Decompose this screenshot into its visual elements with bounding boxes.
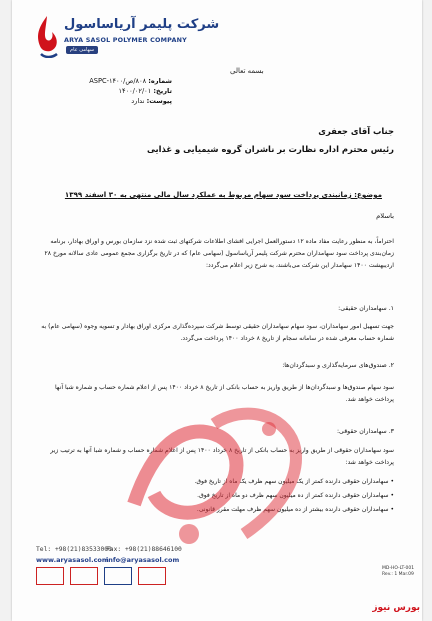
company-logo <box>32 14 220 60</box>
date-label: تاریخ: <box>153 87 172 95</box>
red-watermark-stamp <box>94 384 344 554</box>
section-text-natural: جهت تسهیل امور سهامداران، سود سهام سهامداران حقیقی توسط شرکت سپرده‌گذاری مرکزی اوراق بهادار و تسویه وجوه (سهامی عام) به شماره حساب معرفی شده در سامانه سجام از تاریخ ۸ خرداد ۱۴۰۰ پرداخت می‌گردد. <box>41 323 394 342</box>
section-heading-funds: ۲. صندوق‌های سرمایه‌گذاری و سبدگردان‌ها: <box>282 362 394 369</box>
safety-seal-icon <box>70 567 98 585</box>
section-text-funds: سود سهام صندوق‌ها و سبدگردان‌ها از طریق واریز به حساب بانکی از تاریخ ۸ خرداد ۱۴۰۰ پس از اعلام شماره حساب و شماره شبا آنها پرداخت خواهد شد. <box>54 384 394 403</box>
footer-email[interactable]: info@aryasasol.com <box>106 556 180 564</box>
letter-subject: موضوع: زمانبندی پرداخت سود سهام مربوط به عملکرد سال مالی منتهی به ۳۰ اسفند ۱۳۹۹ <box>64 190 382 199</box>
list-item: • سهامداران حقوقی دارنده کمتر از یک میلیون سهم ظرف یک ماه از تاریخ فوق. <box>74 475 394 489</box>
company-tagline: سهامی عام <box>66 46 98 54</box>
greeting: باسلام <box>376 212 394 220</box>
footer-fax: Fax: +98(21)88646100 <box>106 546 182 553</box>
letter-number <box>60 76 172 86</box>
iso-seal-icon <box>36 567 64 585</box>
list-item: • سهامداران حقوقی دارنده بیشتر از ده میلیون سهم ظرف مهلت مقرر قانونی. <box>74 503 394 517</box>
form-code <box>382 566 414 578</box>
form-code-id: MD-HO-LT-001 <box>382 566 415 571</box>
legal-shareholders-list <box>74 475 394 517</box>
number-label: شماره: <box>148 77 172 85</box>
letter-date <box>60 86 172 96</box>
section-heading-natural: ۱. سهامداران حقیقی: <box>338 305 394 312</box>
recipient-name: جناب آقای جعفری <box>318 126 394 136</box>
footer-tel: Tel: +98(21)83533000 <box>36 546 112 553</box>
letter-attachment <box>60 96 172 106</box>
standard-seal-icon <box>138 567 166 585</box>
number-value: ۸۰۸/ص/۱۴۰۰-ASPC <box>89 77 147 85</box>
quality-seal-icon <box>104 567 132 585</box>
letter-page <box>12 0 422 621</box>
source-watermark: بورس نیوز <box>372 603 420 613</box>
company-name-en: ARYA SASOL POLYMER COMPANY <box>64 36 187 44</box>
intro-paragraph: احتراماً، به منظور رعایت مفاد ماده ۱۲ دستورالعمل اجرایی افشای اطلاعات شرکتهای ثبت شده نزد سازمان بورس و اوراق بهادار، برنامه زمان‌بندی پرداخت سود سهامداران محترم شرکت پلیمر آریاساسول (سهامی عام) که در تاریخ برگزاری مجمع عمومی عادی سالانه مورخ ۲۸ اردیبهشت ۱۴۰۰ سهامدار این شرکت می‌باشند، به شرح زیر اعلام می‌گردد: <box>44 238 394 269</box>
attachment-value: ندارد <box>131 97 145 105</box>
recipient-title: رئیس محترم اداره نظارت بر ناشران گروه شیمیایی و غذایی <box>147 144 394 154</box>
attachment-label: پیوست: <box>146 97 172 105</box>
flame-logo-icon <box>32 14 62 58</box>
list-item: • سهامداران حقوقی دارنده کمتر از ده میلیون سهم ظرف دو ماه از تاریخ فوق. <box>74 489 394 503</box>
section-heading-legal: ۳. سهامداران حقوقی: <box>336 428 394 435</box>
basmala: بسمه تعالی <box>230 67 264 75</box>
footer-website[interactable]: www.aryasasol.com <box>36 556 109 564</box>
letter-meta <box>60 76 172 106</box>
date-value: ۱۴۰۰/۰۲/۰۱ <box>118 87 152 95</box>
form-code-rev: Rev.: 1 Mar.09 <box>382 572 414 577</box>
company-name-fa: شرکت پلیمر آریاساسول <box>64 17 220 32</box>
section-text-legal: سود سهامداران حقوقی از طریق واریز به حساب بانکی از تاریخ ۸ خرداد ۱۴۰۰ پس از اعلام شماره حساب و شماره شبا آنها به ترتیب زیر پرداخت خواهد شد: <box>50 447 394 466</box>
